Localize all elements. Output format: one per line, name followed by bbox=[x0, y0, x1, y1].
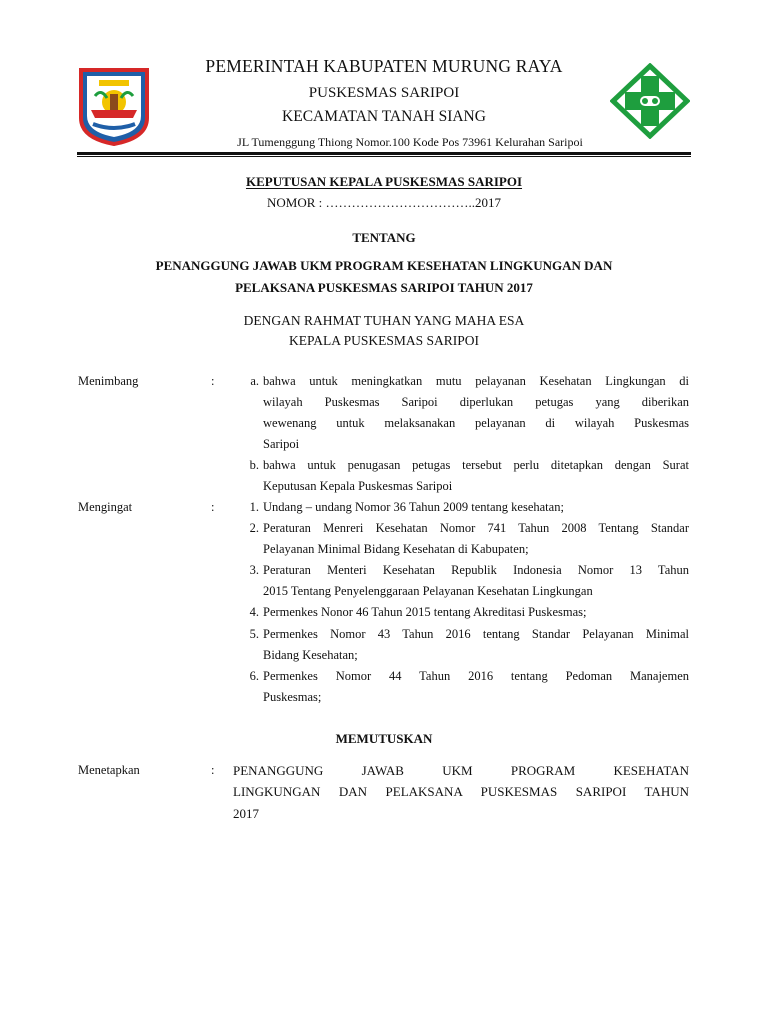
letterhead-rule-thick bbox=[77, 152, 691, 155]
menetapkan-line: 2017 bbox=[233, 806, 259, 821]
menimbang-line: Keputusan Kepala Puskesmas Saripoi bbox=[263, 479, 453, 493]
mengingat-marker: 4. bbox=[249, 605, 259, 619]
menimbang-line: wewenang untuk melaksanakan pelayanan di wilayah Puskesmas bbox=[263, 416, 689, 430]
mengingat-line: Permenkes Nonor 46 Tahun 2015 tentang Akreditasi Puskesmas; bbox=[263, 605, 587, 619]
memutuskan-heading: MEMUTUSKAN bbox=[335, 731, 433, 746]
mengingat-line: Permenkes Nomor 44 Tahun 2016 tentang Pedoman Manajemen bbox=[263, 669, 689, 683]
menimbang-marker: a. bbox=[250, 374, 259, 388]
mengingat-colon: : bbox=[211, 500, 215, 514]
mengingat-marker: 2. bbox=[249, 521, 259, 535]
invocation-line: DENGAN RAHMAT TUHAN YANG MAHA ESA bbox=[243, 313, 525, 328]
mengingat-line: Pelayanan Minimal Bidang Kesehatan di Kabupaten; bbox=[263, 542, 529, 556]
mengingat-marker: 1. bbox=[249, 500, 259, 514]
letterhead-government: PEMERINTAH KABUPATEN MURUNG RAYA bbox=[205, 56, 563, 76]
mengingat-line: Undang – undang Nomor 36 Tahun 2009 tentang kesehatan; bbox=[263, 500, 564, 514]
menimbang-line: bahwa untuk penugasan petugas tersebut perlu ditetapkan dengan Surat bbox=[263, 458, 689, 472]
letterhead-rule-thin bbox=[77, 156, 691, 157]
mengingat-marker: 6. bbox=[249, 669, 259, 683]
mengingat-line: Peraturan Menreri Kesehatan Nomor 741 Tahun 2008 Tentang Standar bbox=[263, 521, 689, 535]
menetapkan-label: Menetapkan bbox=[78, 763, 140, 777]
letterhead-puskesmas: PUSKESMAS SARIPOI bbox=[308, 85, 460, 101]
menimbang-line: bahwa untuk meningkatkan mutu pelayanan Kesehatan Lingkungan di bbox=[263, 374, 689, 388]
decree-number: NOMOR : ……………………………..2017 bbox=[266, 195, 501, 210]
menimbang-marker: b. bbox=[249, 458, 259, 472]
letterhead-district: KECAMATAN TANAH SIANG bbox=[282, 108, 486, 125]
mengingat-line: Bidang Kesehatan; bbox=[263, 648, 358, 662]
mengingat-label: Mengingat bbox=[78, 500, 133, 514]
menimbang-label: Menimbang bbox=[78, 374, 139, 388]
mengingat-marker: 5. bbox=[249, 627, 259, 641]
puskesmas-cross-icon bbox=[610, 63, 690, 139]
tentang-heading: TENTANG bbox=[352, 230, 416, 245]
menimbang-colon: : bbox=[211, 374, 215, 388]
decree-title: KEPUTUSAN KEPALA PUSKESMAS SARIPOI bbox=[245, 174, 523, 189]
menetapkan-colon: : bbox=[211, 763, 215, 777]
menimbang-line: Saripoi bbox=[263, 437, 300, 451]
letterhead-address: JL Tumenggung Thiong Nomor.100 Kode Pos 73961 Kelurahan Saripoi bbox=[237, 135, 583, 149]
subject-line-1: PENANGGUNG JAWAB UKM PROGRAM KESEHATAN LINGKUNGAN DAN bbox=[155, 258, 613, 273]
regency-emblem-icon bbox=[77, 66, 151, 146]
mengingat-line: 2015 Tentang Penyelenggaraan Pelayanan Kesehatan Lingkungan bbox=[263, 584, 593, 598]
mengingat-line: Puskesmas; bbox=[263, 690, 322, 704]
issuer-line: KEPALA PUSKESMAS SARIPOI bbox=[288, 333, 480, 348]
subject-line-2: PELAKSANA PUSKESMAS SARIPOI TAHUN 2017 bbox=[235, 280, 533, 295]
menimbang-line: wilayah Puskesmas Saripoi diperlukan petugas yang diberikan bbox=[263, 395, 689, 409]
mengingat-line: Permenkes Nomor 43 Tahun 2016 tentang Standar Pelayanan Minimal bbox=[263, 627, 689, 641]
menetapkan-line: LINGKUNGAN DAN PELAKSANA PUSKESMAS SARIPOI TAHUN bbox=[233, 784, 689, 799]
mengingat-marker: 3. bbox=[249, 563, 259, 577]
mengingat-line: Peraturan Menteri Kesehatan Republik Indonesia Nomor 13 Tahun bbox=[263, 563, 689, 577]
menetapkan-line: PENANGGUNG JAWAB UKM PROGRAM KESEHATAN bbox=[233, 763, 689, 778]
